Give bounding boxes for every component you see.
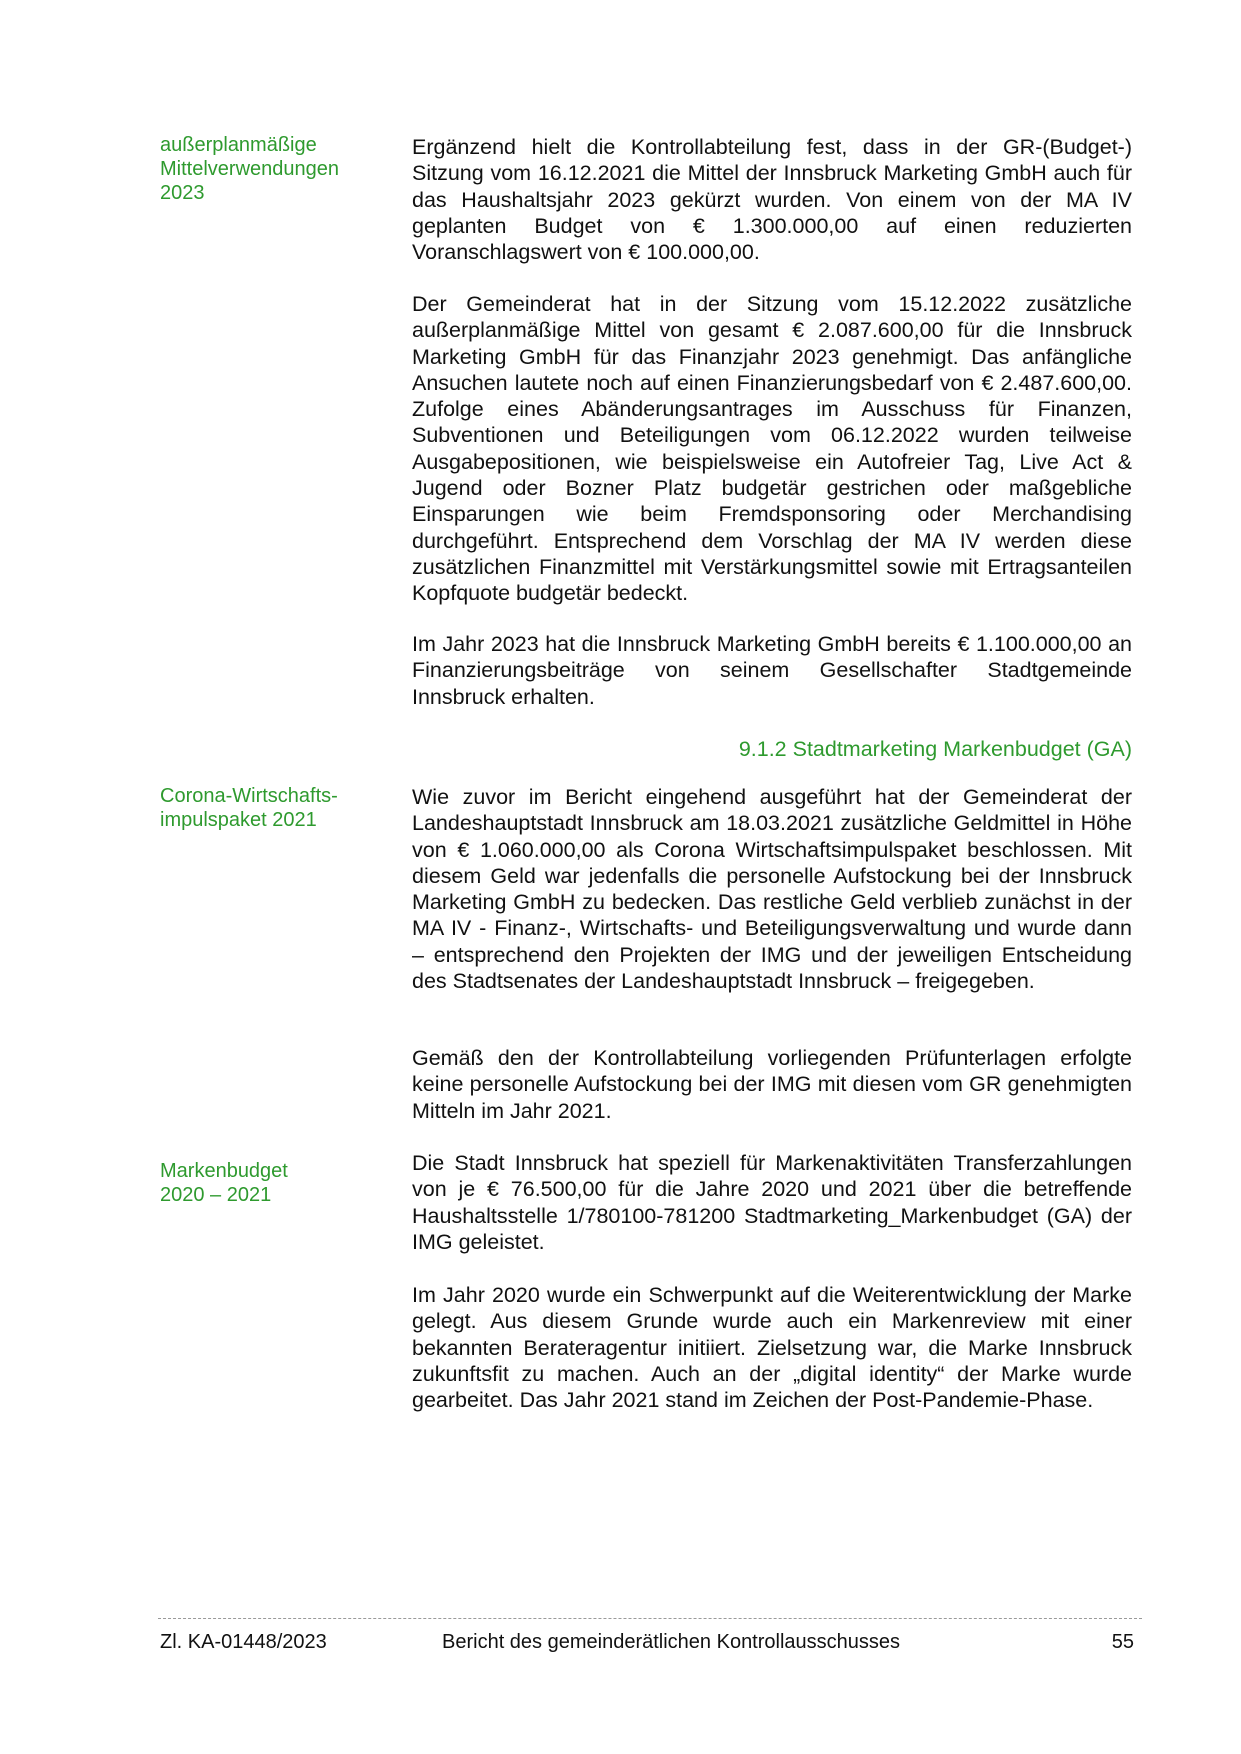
margin-note-ausserplanmaessige-mittel: außerplanmäßige Mittelverwendungen 2023	[160, 134, 339, 204]
footer-page-number: 55	[1111, 1631, 1134, 1653]
margin-note-markenbudget: Markenbudget 2020 – 2021	[160, 1160, 288, 1206]
margin-note-corona-impulspaket: Corona-Wirtschafts- impulspaket 2021	[160, 785, 338, 831]
paragraph-finanzierungsbeitraege-2023: Im Jahr 2023 hat die Innsbruck Marketing GmbH bereits € 1.100.000,00 an Finanzierungsbeiträge von seinem Gesellschafter Stadtgemeinde Innsbruck erhalten.	[412, 632, 1132, 709]
footer-report-title: Bericht des gemeinderätlichen Kontrollausschusses	[442, 1631, 901, 1653]
paragraph-transferzahlungen: Die Stadt Innsbruck hat speziell für Markenaktivitäten Transferzahlungen von je € 76.500,00 für die Jahre 2020 und 2021 über die betreffende Haushaltsstelle 1/780100-781200 Stadtmarketing_Markenbudget (GA) der IMG geleistet.	[412, 1151, 1132, 1254]
paragraph-gemeinderat-2022: Der Gemeinderat hat in der Sitzung vom 15.12.2022 zusätzliche außerplanmäßige Mittel von gesamt € 2.087.600,00 für die Innsbruck Marketing GmbH für das Finanzjahr 2023 genehmigt. Das anfängliche Ansuchen lautete noch auf einen Finanzierungsbedarf von € 2.487.600,00. Zufolge eines Abänderungsantrages im Ausschuss für Finanzen, Subventionen und Beteiligungen vom 06.12.2022 wurden teilweise Ausgabepositionen, wie beispielsweise ein Autofreier Tag, Live Act & Jugend oder Bozner Platz budgetär gestrichen oder maßgebliche Einsparungen wie beim Fremdsponsoring oder Merchandising durchgeführt. Entsprechend dem Vorschlag der MA IV werden diese zusätzlichen Finanzmittel mit Verstärkungsmittel sowie mit Ertragsanteilen Kopfquote budgetär bedeckt.	[412, 292, 1132, 606]
paragraph-budget-cut-2023: Ergänzend hielt die Kontrollabteilung fest, dass in der GR-(Budget-) Sitzung vom 16.12.2021 die Mittel der Innsbruck Marketing GmbH auch für das Haushaltsjahr 2023 gekürzt wurden. Von einem von der MA IV geplanten Budget von € 1.300.000,00 auf einen reduzierten Voranschlagswert von € 100.000,00.	[412, 135, 1132, 265]
footer-divider	[158, 1618, 1142, 1619]
paragraph-markenreview: Im Jahr 2020 wurde ein Schwerpunkt auf die Weiterentwicklung der Marke gelegt. Aus diesem Grunde wurde auch ein Markenreview mit einer bekannten Berateragentur initiiert. Zielsetzung war, die Marke Innsbruck zukunftsfit zu machen. Auch an der „digital identity“ der Marke wurde gearbeitet. Das Jahr 2021 stand im Zeichen der Post-Pandemie-Phase.	[412, 1283, 1132, 1413]
section-heading-9-1-2: 9.1.2 Stadtmarketing Markenbudget (GA)	[738, 737, 1132, 761]
paragraph-corona-impulspaket: Wie zuvor im Bericht eingehend ausgeführt hat der Gemeinderat der Landeshauptstadt Innsbruck am 18.03.2021 zusätzliche Geldmittel in Höhe von € 1.060.000,00 als Corona Wirtschaftsimpulspaket beschlossen. Mit diesem Geld war jedenfalls die personelle Aufstockung bei der Innsbruck Marketing GmbH zu bedecken. Das restliche Geld verblieb zunächst in der MA IV - Finanz-, Wirtschafts- und Beteiligungsverwaltung und wurde dann – entsprechend den Projekten der IMG und der jeweiligen Entscheidung des Stadtsenates der Landeshauptstadt Innsbruck – freigegeben.	[412, 785, 1132, 994]
footer-reference: Zl. KA-01448/2023	[160, 1631, 327, 1653]
paragraph-pruefunterlagen: Gemäß den der Kontrollabteilung vorliegenden Prüfunterlagen erfolgte keine personelle Aufstockung bei der IMG mit diesen vom GR genehmigten Mitteln im Jahr 2021.	[412, 1046, 1132, 1123]
